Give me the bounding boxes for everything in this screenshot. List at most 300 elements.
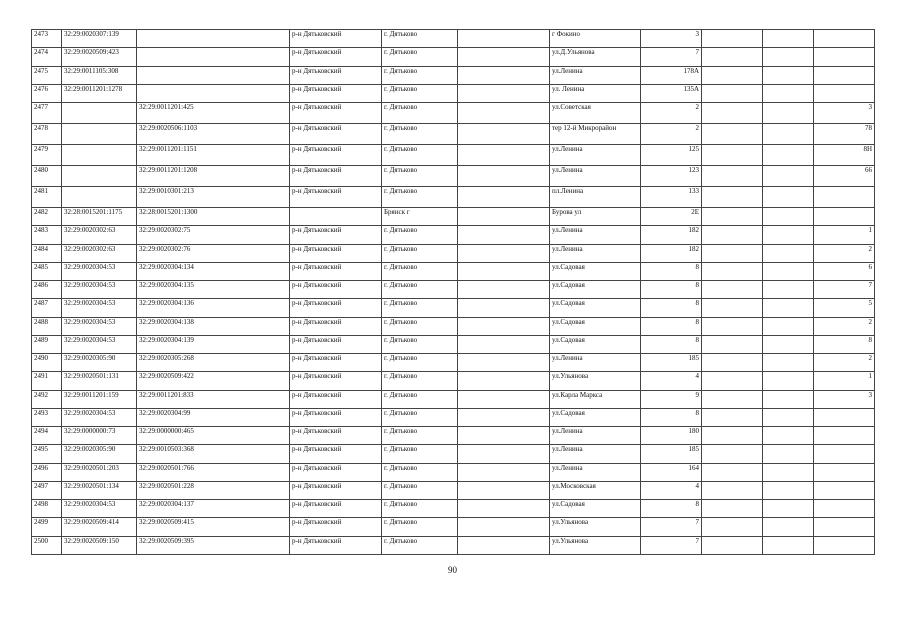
table-cell	[763, 299, 814, 317]
table-cell: г. Дятьково	[382, 518, 458, 536]
table-cell: 32:29:0020501:228	[137, 481, 290, 499]
table-cell: 125	[641, 145, 702, 166]
table-cell: ул.Ульянова	[550, 518, 641, 536]
table-row	[32, 390, 875, 408]
table-cell: 2487	[32, 299, 62, 317]
table-cell: 32:29:0011201:159	[62, 390, 137, 408]
table-cell: р-н Дятьковский	[290, 124, 382, 145]
table-cell: тер 12-й Микрорайон	[550, 124, 641, 145]
table-cell	[814, 408, 875, 426]
table-cell: 32:29:0020304:135	[137, 281, 290, 299]
table-cell	[702, 299, 763, 317]
table-cell: р-н Дятьковский	[290, 166, 382, 187]
table-cell: 8	[641, 335, 702, 353]
table-cell	[814, 208, 875, 226]
table-cell: г. Дятьково	[382, 244, 458, 262]
table-cell	[458, 317, 550, 335]
table-cell: р-н Дятьковский	[290, 281, 382, 299]
table-cell: 32:29:0020501:203	[62, 463, 137, 481]
table-cell: 2489	[32, 335, 62, 353]
table-cell: Бурова ул	[550, 208, 641, 226]
table-cell	[458, 244, 550, 262]
table-cell: 2481	[32, 187, 62, 208]
table-cell: 133	[641, 187, 702, 208]
table-cell: г. Дятьково	[382, 335, 458, 353]
table-cell: г. Дятьково	[382, 408, 458, 426]
table-cell: 32:29:0011201:1208	[137, 166, 290, 187]
table-cell: 6	[814, 262, 875, 280]
table-cell: 2	[814, 244, 875, 262]
table-cell: Брянск г	[382, 208, 458, 226]
table-cell	[458, 103, 550, 124]
table-cell: 32:29:0020302:63	[62, 244, 137, 262]
table-cell	[814, 445, 875, 463]
table-cell	[458, 84, 550, 102]
table-cell	[702, 124, 763, 145]
table-cell	[458, 166, 550, 187]
table-cell	[702, 317, 763, 335]
table-cell: р-н Дятьковский	[290, 48, 382, 66]
table-cell: р-н Дятьковский	[290, 427, 382, 445]
table-cell: 32:29:0020307:139	[62, 30, 137, 48]
table-cell: р-н Дятьковский	[290, 84, 382, 102]
table-cell: 2Е	[641, 208, 702, 226]
table-cell: ул.Ульянова	[550, 372, 641, 390]
table-cell: 2498	[32, 500, 62, 518]
table-cell: ул.Ульянова	[550, 536, 641, 554]
table-cell	[814, 518, 875, 536]
table-cell: 32:29:0020304:53	[62, 408, 137, 426]
table-cell: 32:29:0020501:134	[62, 481, 137, 499]
table-body	[32, 30, 875, 555]
table-cell	[458, 208, 550, 226]
table-cell	[763, 103, 814, 124]
table-row	[32, 166, 875, 187]
table-row	[32, 48, 875, 66]
table-cell	[763, 481, 814, 499]
table-cell: 3	[814, 103, 875, 124]
table-cell	[763, 536, 814, 554]
table-cell: 32:29:0020509:423	[62, 48, 137, 66]
table-cell	[702, 166, 763, 187]
table-cell	[458, 427, 550, 445]
table-cell: р-н Дятьковский	[290, 518, 382, 536]
table-cell: 32:28:0015201:1300	[137, 208, 290, 226]
table-cell	[763, 226, 814, 244]
table-cell	[702, 335, 763, 353]
table-cell	[702, 48, 763, 66]
table-cell: 32:29:0020304:139	[137, 335, 290, 353]
table-cell	[763, 66, 814, 84]
table-cell: г. Дятьково	[382, 262, 458, 280]
table-cell: 32:29:0020304:53	[62, 500, 137, 518]
table-cell: р-н Дятьковский	[290, 145, 382, 166]
table-cell: ул.Ленина	[550, 354, 641, 372]
table-row	[32, 500, 875, 518]
table-cell	[458, 500, 550, 518]
table-cell: 185	[641, 354, 702, 372]
table-cell	[62, 124, 137, 145]
table-cell: 32:29:0011105:308	[62, 66, 137, 84]
table-cell	[62, 166, 137, 187]
table-cell	[458, 445, 550, 463]
table-cell	[763, 518, 814, 536]
table-cell: 9	[641, 390, 702, 408]
table-cell: 32:29:0020304:53	[62, 281, 137, 299]
table-cell: 8	[641, 281, 702, 299]
table-cell: г Фокино	[550, 30, 641, 48]
table-cell: р-н Дятьковский	[290, 354, 382, 372]
table-cell: 4	[641, 481, 702, 499]
table-cell: р-н Дятьковский	[290, 408, 382, 426]
table-cell: 2497	[32, 481, 62, 499]
table-cell	[702, 445, 763, 463]
table-cell: р-н Дятьковский	[290, 335, 382, 353]
table-cell	[814, 48, 875, 66]
table-cell	[763, 317, 814, 335]
table-cell: ул.Садовая	[550, 281, 641, 299]
table-cell	[702, 463, 763, 481]
table-cell	[763, 335, 814, 353]
table-cell	[763, 84, 814, 102]
table-cell: 4	[641, 372, 702, 390]
table-cell	[458, 281, 550, 299]
table-cell: 32:29:0000000:465	[137, 427, 290, 445]
table-cell: р-н Дятьковский	[290, 226, 382, 244]
table-cell: г. Дятьково	[382, 48, 458, 66]
table-cell: 32:29:0020509:395	[137, 536, 290, 554]
table-row	[32, 445, 875, 463]
table-cell	[763, 390, 814, 408]
table-cell	[702, 427, 763, 445]
table-cell: ул.Ленина	[550, 445, 641, 463]
table-cell: г. Дятьково	[382, 66, 458, 84]
table-cell	[763, 354, 814, 372]
table-row	[32, 244, 875, 262]
table-row	[32, 372, 875, 390]
table-cell: р-н Дятьковский	[290, 317, 382, 335]
table-cell: 32:29:0011201:1151	[137, 145, 290, 166]
table-cell: 32:29:0010301:213	[137, 187, 290, 208]
table-cell: 3	[641, 30, 702, 48]
table-cell: 135А	[641, 84, 702, 102]
table-cell: ул.Садовая	[550, 500, 641, 518]
table-cell	[702, 84, 763, 102]
table-cell: р-н Дятьковский	[290, 372, 382, 390]
table-cell: 66	[814, 166, 875, 187]
table-cell	[458, 262, 550, 280]
table-cell	[702, 408, 763, 426]
table-cell	[458, 335, 550, 353]
table-cell: ул.Ленина	[550, 244, 641, 262]
table-cell	[702, 30, 763, 48]
table-cell: 2485	[32, 262, 62, 280]
table-row	[32, 226, 875, 244]
table-cell: 32:29:0011201:833	[137, 390, 290, 408]
table-cell	[763, 48, 814, 66]
table-cell	[702, 226, 763, 244]
table-cell: 182	[641, 226, 702, 244]
table-cell: 32:29:0020305:268	[137, 354, 290, 372]
table-cell: 5	[814, 299, 875, 317]
table-cell: 8	[641, 299, 702, 317]
table-cell: г. Дятьково	[382, 30, 458, 48]
table-cell: 182	[641, 244, 702, 262]
table-cell	[702, 187, 763, 208]
table-cell: ул.Карла Маркса	[550, 390, 641, 408]
table-cell	[814, 536, 875, 554]
table-cell: 78	[814, 124, 875, 145]
table-cell	[702, 244, 763, 262]
table-cell: 7	[641, 536, 702, 554]
table-cell: г. Дятьково	[382, 124, 458, 145]
table-row	[32, 518, 875, 536]
table-cell	[814, 427, 875, 445]
table-cell: 2495	[32, 445, 62, 463]
table-cell	[763, 145, 814, 166]
table-cell: г. Дятьково	[382, 103, 458, 124]
table-cell: 1	[814, 372, 875, 390]
table-cell: 2479	[32, 145, 62, 166]
table-cell	[458, 299, 550, 317]
table-cell: 32:29:0020304:53	[62, 299, 137, 317]
table-cell: 8Н	[814, 145, 875, 166]
table-cell: 32:29:0020304:53	[62, 262, 137, 280]
table-row	[32, 299, 875, 317]
table-cell: 123	[641, 166, 702, 187]
table-row	[32, 536, 875, 554]
table-cell: 32:29:0020509:150	[62, 536, 137, 554]
table-cell: 178А	[641, 66, 702, 84]
table-cell: г. Дятьково	[382, 145, 458, 166]
table-cell: р-н Дятьковский	[290, 66, 382, 84]
table-cell	[763, 208, 814, 226]
table-cell	[814, 463, 875, 481]
table-cell	[702, 390, 763, 408]
table-cell: 32:29:0020302:75	[137, 226, 290, 244]
table-cell	[458, 187, 550, 208]
table-cell	[137, 84, 290, 102]
table-cell: 2496	[32, 463, 62, 481]
table-cell: ул.Садовая	[550, 335, 641, 353]
table-cell: ул.Ленина	[550, 427, 641, 445]
table-cell: 7	[641, 48, 702, 66]
table-cell: ул.Ленина	[550, 226, 641, 244]
table-cell	[702, 281, 763, 299]
table-cell	[702, 500, 763, 518]
table-cell: 32:29:0020304:53	[62, 317, 137, 335]
table-cell: г. Дятьково	[382, 372, 458, 390]
table-cell: 2500	[32, 536, 62, 554]
table-cell: 32:29:0020509:414	[62, 518, 137, 536]
table-row	[32, 317, 875, 335]
table-cell	[763, 408, 814, 426]
table-cell	[458, 372, 550, 390]
table-cell: ул.Ленина	[550, 145, 641, 166]
table-cell	[458, 124, 550, 145]
table-cell	[763, 166, 814, 187]
table-cell: ул. Ленина	[550, 84, 641, 102]
table-cell: 2478	[32, 124, 62, 145]
table-cell	[702, 208, 763, 226]
table-cell	[814, 500, 875, 518]
table-cell: г. Дятьково	[382, 463, 458, 481]
table-cell	[702, 66, 763, 84]
table-cell	[458, 30, 550, 48]
table-cell: 2	[814, 317, 875, 335]
table-cell: 2492	[32, 390, 62, 408]
table-cell	[763, 187, 814, 208]
table-row	[32, 30, 875, 48]
table-row	[32, 408, 875, 426]
table-cell: ул.Ленина	[550, 166, 641, 187]
table-cell: 32:29:0020304:134	[137, 262, 290, 280]
table-row	[32, 208, 875, 226]
table-cell: 2473	[32, 30, 62, 48]
table-cell: ул.Советская	[550, 103, 641, 124]
table-cell	[458, 518, 550, 536]
table-cell: 185	[641, 445, 702, 463]
table-cell: ул.Садовая	[550, 317, 641, 335]
table-row	[32, 262, 875, 280]
table-cell: 32:29:0020304:138	[137, 317, 290, 335]
table-row	[32, 124, 875, 145]
table-cell	[814, 481, 875, 499]
page-number: 90	[448, 565, 457, 575]
table-row	[32, 335, 875, 353]
table-cell	[458, 390, 550, 408]
table-cell	[290, 208, 382, 226]
table-cell: ул.Садовая	[550, 299, 641, 317]
table-cell	[702, 372, 763, 390]
table-cell: 2493	[32, 408, 62, 426]
table-cell: г. Дятьково	[382, 317, 458, 335]
table-cell	[458, 48, 550, 66]
table-cell: 32:29:0020501:131	[62, 372, 137, 390]
property-register-table	[31, 29, 875, 555]
table-cell: 32:29:0020304:137	[137, 500, 290, 518]
table-cell	[763, 463, 814, 481]
table-cell: 2483	[32, 226, 62, 244]
table-cell: р-н Дятьковский	[290, 262, 382, 280]
table-cell	[137, 66, 290, 84]
table-cell	[702, 262, 763, 280]
table-cell: г. Дятьково	[382, 427, 458, 445]
table-cell: р-н Дятьковский	[290, 536, 382, 554]
table-cell	[62, 145, 137, 166]
table-cell: г. Дятьково	[382, 166, 458, 187]
table-cell: 32:29:0020509:415	[137, 518, 290, 536]
table-cell: 3	[814, 390, 875, 408]
table-cell: г. Дятьково	[382, 354, 458, 372]
table-cell: 180	[641, 427, 702, 445]
table-cell: 32:29:0020302:76	[137, 244, 290, 262]
table-cell: 2480	[32, 166, 62, 187]
table-cell: 32:29:0020501:766	[137, 463, 290, 481]
table-cell: 164	[641, 463, 702, 481]
table-cell: 2	[814, 354, 875, 372]
table-cell: ул.Садовая	[550, 262, 641, 280]
table-cell: г. Дятьково	[382, 226, 458, 244]
table-cell: 2	[641, 103, 702, 124]
table-cell: 2484	[32, 244, 62, 262]
table-cell	[763, 427, 814, 445]
table-cell	[458, 536, 550, 554]
table-cell: 2499	[32, 518, 62, 536]
table-cell: пл.Ленина	[550, 187, 641, 208]
table-cell: 32:29:0011201:425	[137, 103, 290, 124]
table-cell: 32:29:0000000:73	[62, 427, 137, 445]
table-cell: р-н Дятьковский	[290, 187, 382, 208]
table-cell	[458, 226, 550, 244]
table-cell	[458, 354, 550, 372]
table-cell: 32:29:0020302:63	[62, 226, 137, 244]
table-cell: 8	[641, 408, 702, 426]
table-cell	[62, 187, 137, 208]
table-cell	[458, 66, 550, 84]
table-cell: 32:29:0020305:90	[62, 445, 137, 463]
table-cell: р-н Дятьковский	[290, 30, 382, 48]
table-cell: 2486	[32, 281, 62, 299]
table-cell: р-н Дятьковский	[290, 299, 382, 317]
table-cell	[814, 66, 875, 84]
table-cell	[458, 408, 550, 426]
table-cell: г. Дятьково	[382, 500, 458, 518]
table-cell: 2476	[32, 84, 62, 102]
table-cell: г. Дятьково	[382, 187, 458, 208]
table-cell	[62, 103, 137, 124]
table-cell	[763, 281, 814, 299]
table-cell	[763, 445, 814, 463]
table-cell	[814, 84, 875, 102]
table-cell	[763, 500, 814, 518]
table-cell: 32:29:0011201:1278	[62, 84, 137, 102]
table-cell	[458, 481, 550, 499]
table-row	[32, 103, 875, 124]
table-row	[32, 145, 875, 166]
table-cell: р-н Дятьковский	[290, 390, 382, 408]
table-cell: 2474	[32, 48, 62, 66]
table-cell: р-н Дятьковский	[290, 463, 382, 481]
table-cell: ул.Садовая	[550, 408, 641, 426]
table-cell: г. Дятьково	[382, 281, 458, 299]
table-row	[32, 354, 875, 372]
table-cell	[702, 481, 763, 499]
table-cell	[763, 244, 814, 262]
table-cell	[814, 187, 875, 208]
table-cell	[763, 124, 814, 145]
table-row	[32, 84, 875, 102]
table-cell: г. Дятьково	[382, 299, 458, 317]
table-cell	[763, 262, 814, 280]
table-cell: 2	[641, 124, 702, 145]
table-cell: 32:29:0020509:422	[137, 372, 290, 390]
table-cell: 2482	[32, 208, 62, 226]
table-cell: 2490	[32, 354, 62, 372]
table-cell	[763, 30, 814, 48]
table-cell: р-н Дятьковский	[290, 500, 382, 518]
table-cell: ул.Московская	[550, 481, 641, 499]
table-cell: ул.Д.Ульянова	[550, 48, 641, 66]
table-cell: р-н Дятьковский	[290, 103, 382, 124]
table-cell: г. Дятьково	[382, 536, 458, 554]
table-cell: р-н Дятьковский	[290, 481, 382, 499]
table-cell	[702, 145, 763, 166]
table-cell: г. Дятьково	[382, 445, 458, 463]
table-cell	[137, 48, 290, 66]
table-cell	[702, 518, 763, 536]
table-cell: 8	[641, 500, 702, 518]
